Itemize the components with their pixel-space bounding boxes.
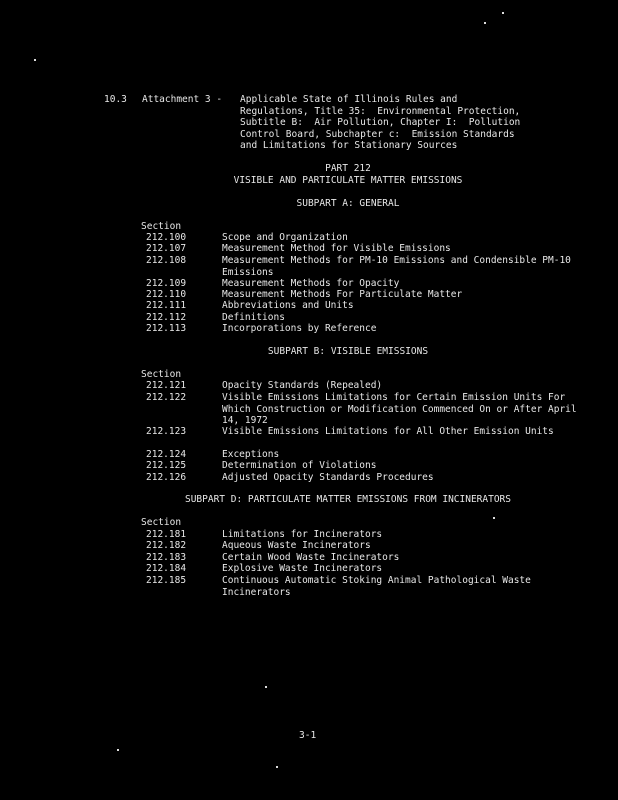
section-number: 212.110 bbox=[146, 289, 187, 300]
attachment-title-line-5: and Limitations for Stationary Sources bbox=[240, 140, 458, 151]
toc-row bbox=[146, 255, 582, 278]
scan-speck bbox=[493, 517, 495, 519]
section-number: 212.107 bbox=[146, 243, 187, 254]
section-title: Certain Wood Waste Incinerators bbox=[222, 552, 400, 563]
section-title: Definitions bbox=[222, 312, 285, 323]
section-title: Adjusted Opacity Standards Procedures bbox=[222, 472, 434, 483]
section-title: Incorporations by Reference bbox=[222, 323, 377, 334]
section-title: Abbreviations and Units bbox=[222, 300, 354, 311]
section-number: 212.111 bbox=[146, 300, 187, 311]
section-number: 212.125 bbox=[146, 460, 187, 471]
section-title: Aqueous Waste Incinerators bbox=[222, 540, 371, 551]
section-title: Measurement Method for Visible Emissions bbox=[222, 243, 451, 254]
section-number: 212.124 bbox=[146, 449, 187, 460]
subpart-d-section-label: Section bbox=[141, 517, 182, 528]
section-title: Exceptions bbox=[222, 449, 280, 460]
toc-row bbox=[146, 426, 582, 438]
toc-row bbox=[146, 472, 582, 484]
scan-speck bbox=[502, 12, 504, 14]
toc-row bbox=[146, 529, 582, 541]
attachment-title-line-3: Subtitle B: Air Pollution, Chapter I: Pollution bbox=[240, 117, 521, 128]
section-number: 212.113 bbox=[146, 323, 187, 334]
section-number: 212.112 bbox=[146, 312, 187, 323]
page-number: 3-1 bbox=[299, 730, 317, 741]
section-number: 212.108 bbox=[146, 255, 187, 266]
section-number: 212.185 bbox=[146, 575, 187, 586]
toc-row bbox=[146, 449, 582, 461]
toc-row bbox=[146, 380, 582, 392]
section-number: 212.184 bbox=[146, 563, 187, 574]
part-subtitle: VISIBLE AND PARTICULATE MATTER EMISSIONS bbox=[233, 175, 463, 186]
attachment-title-line-1: Applicable State of Illinois Rules and bbox=[240, 94, 458, 105]
attachment-title-line-2: Regulations, Title 35: Environmental Protection, bbox=[240, 106, 521, 117]
section-title: Measurement Methods for PM-10 Emissions and Condensible PM-10 Emissions bbox=[222, 255, 571, 278]
part-title: PART 212 bbox=[325, 163, 371, 174]
section-number: 212.122 bbox=[146, 392, 187, 403]
section-title: Opacity Standards (Repealed) bbox=[222, 380, 383, 391]
attachment-label: Attachment 3 - bbox=[142, 94, 223, 105]
section-number: 212.123 bbox=[146, 426, 187, 437]
section-number: 212.181 bbox=[146, 529, 187, 540]
toc-row bbox=[146, 552, 582, 564]
toc-row bbox=[146, 232, 582, 244]
subpart-d-heading: SUBPART D: PARTICULATE MATTER EMISSIONS FROM INCINERATORS bbox=[184, 494, 511, 505]
scan-speck bbox=[34, 59, 36, 61]
section-title: Limitations for Incinerators bbox=[222, 529, 383, 540]
section-title: Visible Emissions Limitations for All Other Emission Units bbox=[222, 426, 554, 437]
attachment-number: 10.3 bbox=[104, 94, 127, 105]
subpart-a-heading: SUBPART A: GENERAL bbox=[296, 198, 400, 209]
section-number: 212.182 bbox=[146, 540, 187, 551]
toc-row bbox=[146, 323, 582, 335]
section-title: Visible Emissions Limitations for Certain Emission Units For Which Construction or Modification Commenced On or After April 14, 1972 bbox=[222, 392, 577, 426]
section-title: Explosive Waste Incinerators bbox=[222, 563, 383, 574]
subpart-b-heading: SUBPART B: VISIBLE EMISSIONS bbox=[267, 346, 429, 357]
section-number: 212.183 bbox=[146, 552, 187, 563]
toc-row bbox=[146, 243, 582, 255]
toc-row bbox=[146, 575, 582, 598]
section-title: Measurement Methods For Particulate Matter bbox=[222, 289, 463, 300]
section-number: 212.121 bbox=[146, 380, 187, 391]
toc-row bbox=[146, 392, 582, 427]
section-title: Measurement Methods for Opacity bbox=[222, 278, 400, 289]
scan-speck bbox=[484, 22, 486, 24]
toc-row bbox=[146, 278, 582, 290]
scan-speck bbox=[265, 686, 267, 688]
section-title: Determination of Violations bbox=[222, 460, 377, 471]
toc-row bbox=[146, 563, 582, 575]
subpart-a-section-label: Section bbox=[141, 221, 182, 232]
attachment-title-line-4: Control Board, Subchapter c: Emission Standards bbox=[240, 129, 515, 140]
toc-row bbox=[146, 460, 582, 472]
toc-row bbox=[146, 312, 582, 324]
toc-row bbox=[146, 540, 582, 552]
section-title: Continuous Automatic Stoking Animal Pathological Waste Incinerators bbox=[222, 575, 531, 598]
toc-row bbox=[146, 289, 582, 301]
subpart-b-section-label: Section bbox=[141, 369, 182, 380]
scan-speck bbox=[117, 749, 119, 751]
scan-speck bbox=[276, 766, 278, 768]
toc-row bbox=[146, 300, 582, 312]
section-number: 212.109 bbox=[146, 278, 187, 289]
section-title: Scope and Organization bbox=[222, 232, 348, 243]
section-number: 212.100 bbox=[146, 232, 187, 243]
section-number: 212.126 bbox=[146, 472, 187, 483]
